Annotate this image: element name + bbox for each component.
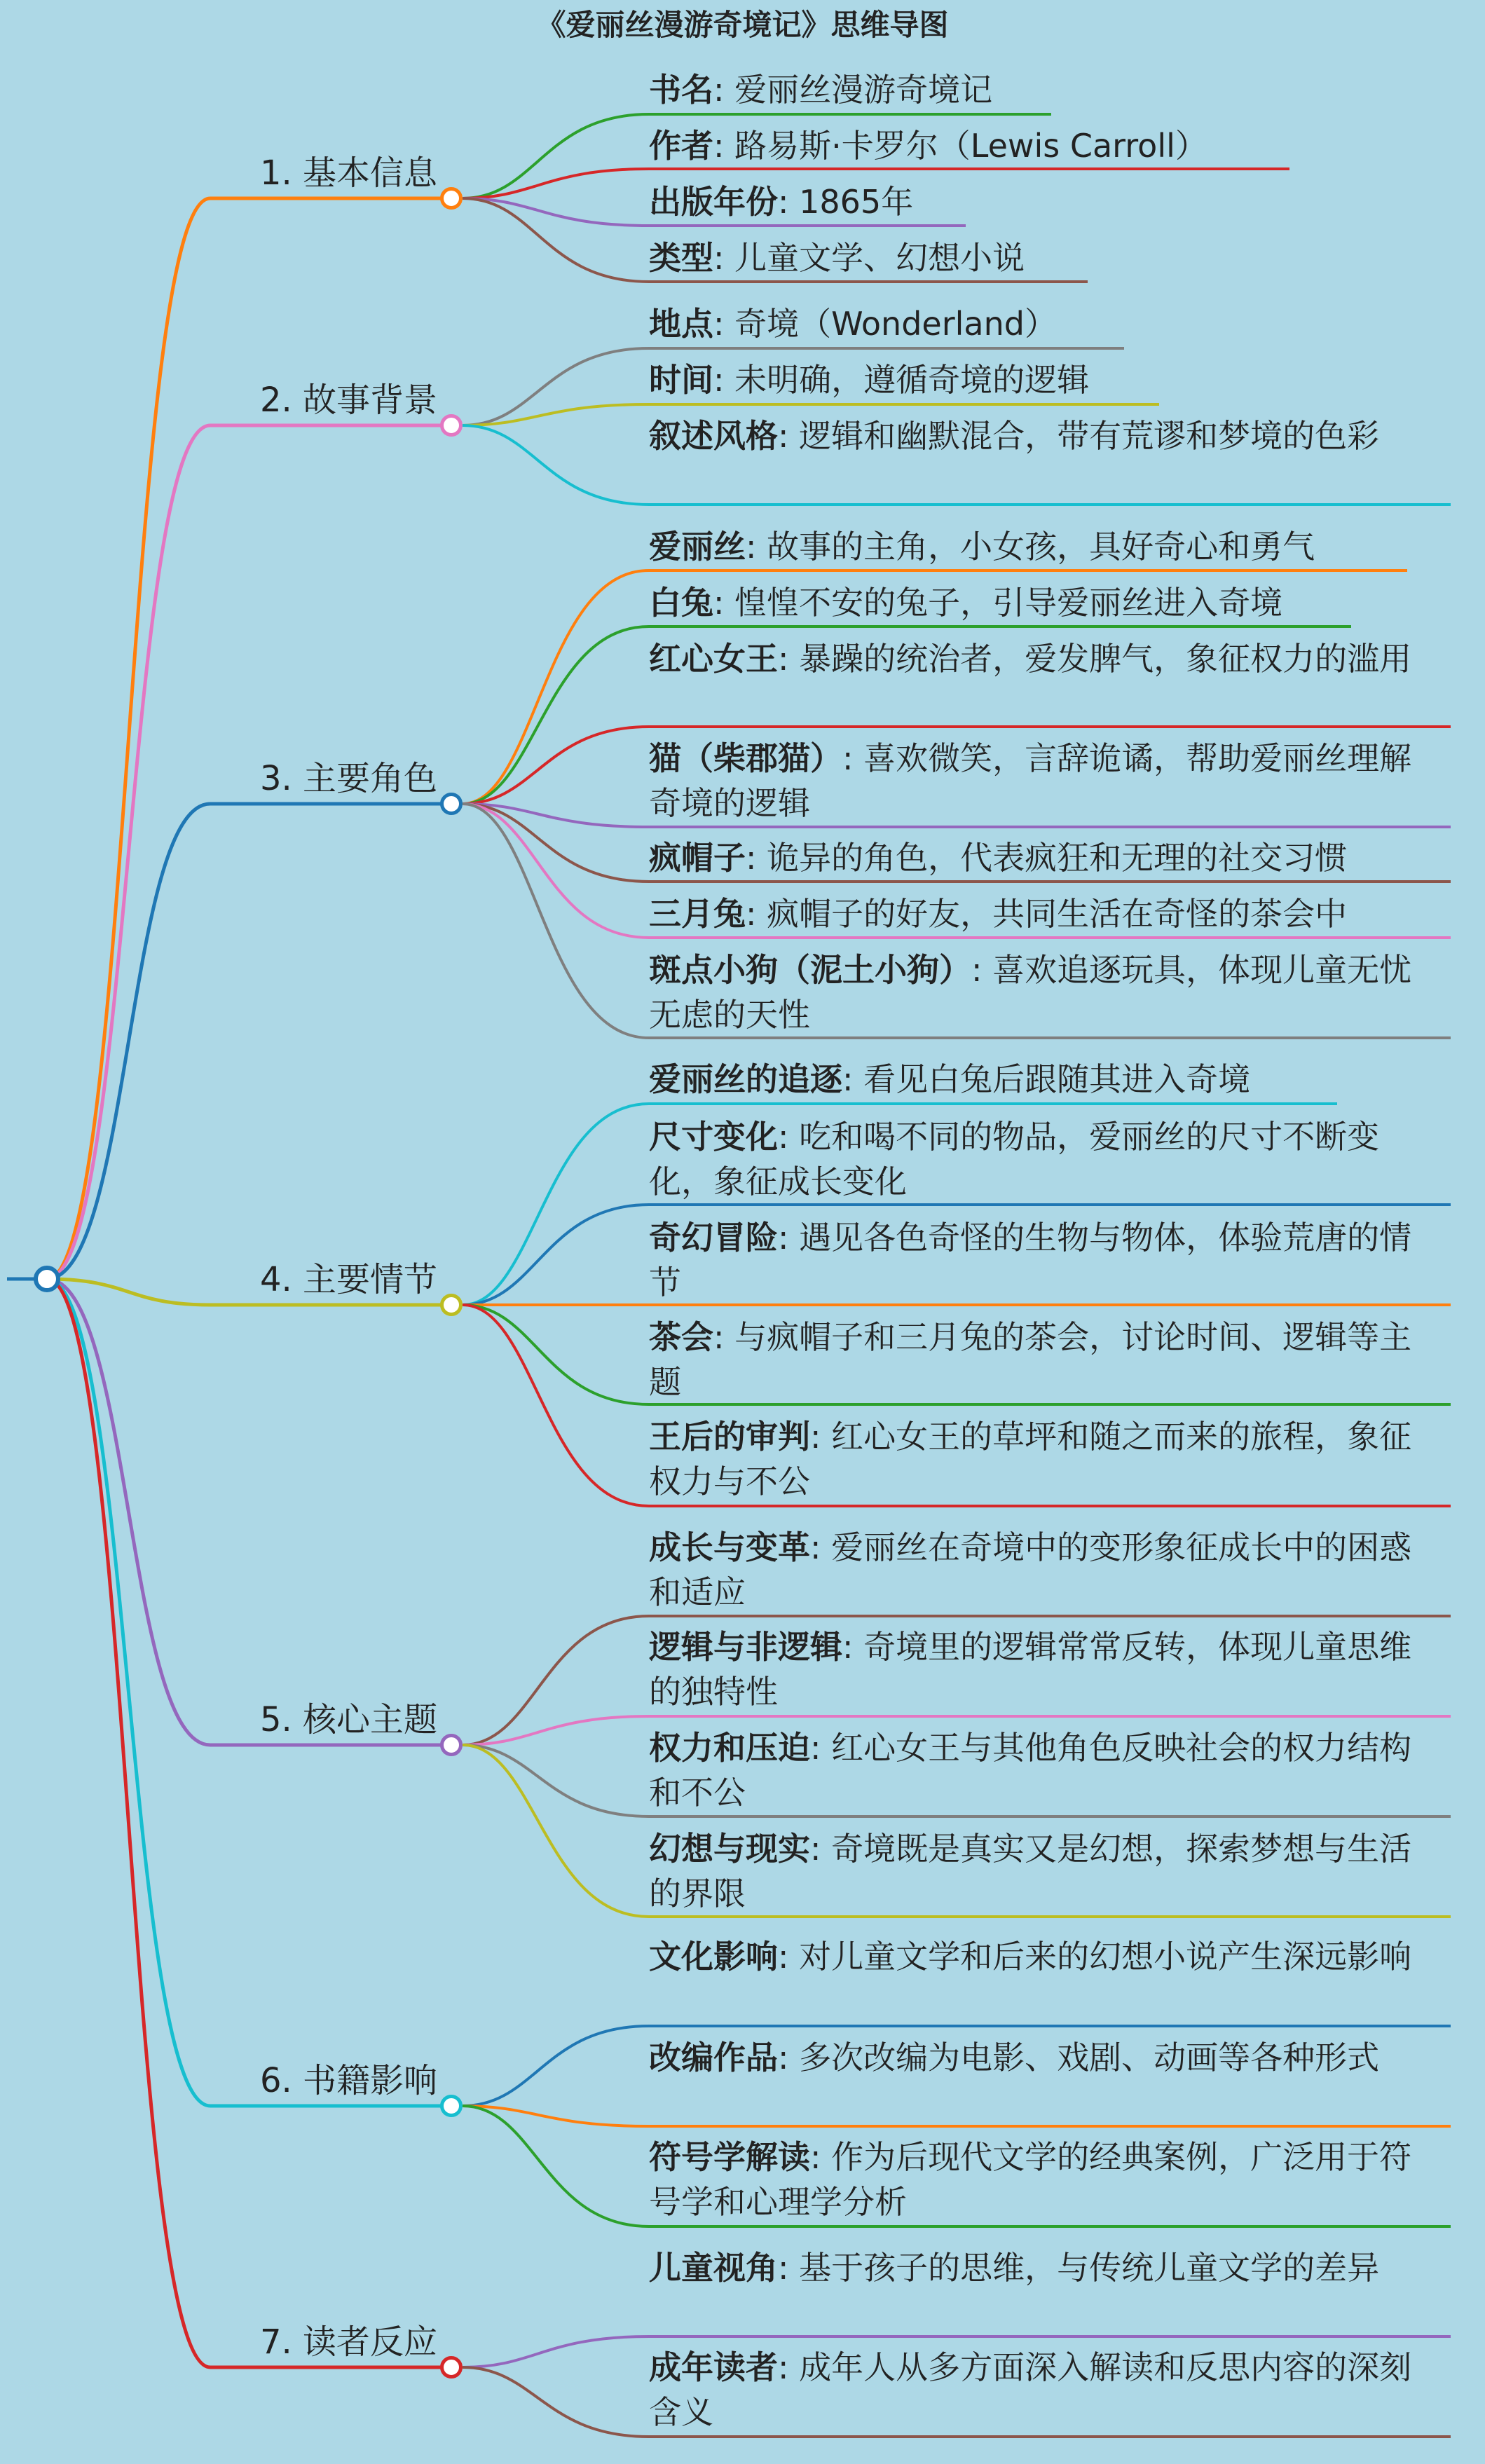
leaf-separator: : (713, 239, 735, 277)
leaf-separator: : (713, 361, 735, 399)
leaf-separator: : (778, 183, 800, 221)
leaf-text: 成年人从多方面深入解读和反思内容的深刻含义 (649, 2348, 1412, 2431)
leaf-key: 儿童视角 (649, 2249, 778, 2287)
branch-label-4[interactable]: 4. 主要情节 (259, 1260, 437, 1299)
leaf-separator: : (778, 640, 800, 678)
branch-line-5 (47, 1279, 451, 1745)
branch-label-2[interactable]: 2. 故事背景 (259, 381, 437, 420)
leaf-1-2[interactable] (649, 123, 1420, 168)
leaf-separator: : (746, 528, 767, 566)
leaf-7-2[interactable] (649, 2345, 1420, 2435)
leaf-key: 白兔 (649, 584, 713, 622)
leaf-text: 作为后现代文学的经典案例，广泛用于符号学和心理学分析 (649, 2138, 1412, 2221)
leaf-3-5[interactable] (649, 835, 1420, 880)
branch-label-3[interactable]: 3. 主要角色 (259, 759, 437, 798)
leaf-text: 与疯帽子和三月兔的茶会，讨论时间、逻辑等主题 (649, 1318, 1412, 1401)
leaf-text: 路易斯·卡罗尔（Lewis Carroll） (734, 127, 1207, 165)
leaf-5-2[interactable] (649, 1624, 1420, 1714)
leaf-text: 奇境（Wonderland） (734, 305, 1057, 343)
leaf-text: 故事的主角，小女孩，具好奇心和勇气 (767, 528, 1315, 566)
leaf-separator: : (778, 1938, 800, 1976)
leaf-text: 基于孩子的思维，与传统儿童文学的差异 (799, 2249, 1380, 2287)
leaf-5-4[interactable] (649, 1826, 1420, 1916)
leaf-text: 遇见各色奇怪的生物与物体，体验荒唐的情节 (649, 1219, 1412, 1301)
branch-label-1[interactable]: 1. 基本信息 (259, 153, 437, 193)
leaf-separator: : (746, 839, 767, 877)
leaf-key: 斑点小狗（泥土小狗） (649, 951, 971, 989)
branch-node-3[interactable] (440, 793, 463, 815)
leaf-6-3[interactable] (649, 2135, 1420, 2224)
branch-line-7 (47, 1279, 451, 2367)
leaf-key: 符号学解读 (649, 2138, 810, 2176)
leaf-key: 书名 (649, 71, 713, 109)
leaf-text: 红心女王的草坪和随之而来的旅程，象征权力与不公 (649, 1418, 1412, 1500)
leaf-key: 红心女王 (649, 640, 778, 678)
leaf-separator: : (713, 584, 735, 622)
leaf-key: 幻想与现实 (649, 1830, 810, 1868)
leaf-text: 奇境里的逻辑常常反转，体现儿童思维的独特性 (649, 1628, 1412, 1711)
leaf-4-1[interactable] (649, 1057, 1420, 1102)
leaf-separator: : (778, 2039, 800, 2076)
leaf-separator: : (713, 127, 735, 165)
leaf-line-6-2 (463, 2106, 1451, 2126)
leaf-text: 对儿童文学和后来的幻想小说产生深远影响 (799, 1938, 1412, 1976)
leaf-text: 吃和喝不同的物品，爱丽丝的尺寸不断变化，象征成长变化 (649, 1118, 1380, 1200)
leaf-separator: : (842, 739, 864, 777)
leaf-text: 红心女王与其他角色反映社会的权力结构和不公 (649, 1729, 1412, 1812)
leaf-separator: : (810, 2138, 832, 2176)
branch-node-2[interactable] (440, 414, 463, 437)
leaf-2-2[interactable] (649, 357, 1420, 402)
leaf-6-2[interactable] (649, 2035, 1420, 2080)
leaf-key: 奇幻冒险 (649, 1219, 778, 1257)
leaf-separator: : (842, 1060, 864, 1098)
leaf-key: 文化影响 (649, 1938, 778, 1976)
leaf-7-1[interactable] (649, 2245, 1420, 2290)
leaf-separator: : (810, 1830, 832, 1868)
leaf-key: 地点 (649, 305, 713, 343)
leaf-separator: : (842, 1628, 864, 1666)
branch-node-4[interactable] (440, 1294, 463, 1316)
leaf-separator: : (713, 71, 735, 109)
branch-node-6[interactable] (440, 2095, 463, 2117)
leaf-2-1[interactable] (649, 301, 1420, 346)
leaf-text: 暴躁的统治者，爱发脾气，象征权力的滥用 (799, 640, 1412, 678)
leaf-text: 奇境既是真实又是幻想，探索梦想与生活的界限 (649, 1830, 1412, 1912)
leaf-key: 茶会 (649, 1318, 713, 1356)
leaf-text: 疯帽子的好友，共同生活在奇怪的茶会中 (767, 895, 1348, 933)
leaf-key: 爱丽丝的追逐 (649, 1060, 842, 1098)
leaf-text: 多次改编为电影、戏剧、动画等各种形式 (799, 2039, 1380, 2076)
leaf-text: 1865年 (799, 183, 914, 221)
leaf-4-5[interactable] (649, 1414, 1420, 1504)
leaf-separator: : (971, 951, 993, 989)
branch-node-5[interactable] (440, 1734, 463, 1756)
leaf-key: 改编作品 (649, 2039, 778, 2076)
leaf-1-3[interactable] (649, 179, 1420, 224)
leaf-key: 时间 (649, 361, 713, 399)
leaf-key: 疯帽子 (649, 839, 746, 877)
leaf-key: 类型 (649, 239, 713, 277)
leaf-text: 爱丽丝在奇境中的变形象征成长中的困惑和适应 (649, 1528, 1412, 1611)
leaf-key: 权力和压迫 (649, 1729, 810, 1767)
leaf-key: 出版年份 (649, 183, 778, 221)
leaf-text: 儿童文学、幻想小说 (734, 239, 1025, 277)
root-node[interactable] (34, 1266, 60, 1292)
leaf-text: 逻辑和幽默混合，带有荒谬和梦境的色彩 (799, 417, 1380, 455)
page-title: 《爱丽丝漫游奇境记》思维导图 (536, 8, 949, 42)
branch-label-7[interactable]: 7. 读者反应 (259, 2322, 437, 2362)
leaf-3-4[interactable] (649, 736, 1420, 826)
leaf-key: 爱丽丝 (649, 528, 746, 566)
leaf-5-3[interactable] (649, 1725, 1420, 1815)
leaf-key: 叙述风格 (649, 417, 778, 455)
leaf-3-1[interactable] (649, 524, 1420, 569)
leaf-2-3[interactable] (649, 413, 1420, 458)
leaf-text: 喜欢追逐玩具，体现儿童无忧无虑的天性 (649, 951, 1412, 1034)
leaf-text: 看见白兔后跟随其进入奇境 (863, 1060, 1251, 1098)
branch-node-7[interactable] (440, 2356, 463, 2379)
leaf-text: 喜欢微笑，言辞诡谲，帮助爱丽丝理解奇境的逻辑 (649, 739, 1412, 822)
branch-label-6[interactable]: 6. 书籍影响 (259, 2061, 437, 2100)
leaf-3-2[interactable] (649, 580, 1420, 625)
leaf-text: 未明确，遵循奇境的逻辑 (734, 361, 1090, 399)
leaf-4-3[interactable] (649, 1215, 1420, 1305)
leaf-6-1[interactable] (649, 1934, 1420, 1979)
leaf-key: 三月兔 (649, 895, 746, 933)
branch-node-1[interactable] (440, 187, 463, 210)
leaf-3-7[interactable] (649, 947, 1420, 1037)
leaf-separator: : (778, 1219, 800, 1257)
leaf-key: 猫（柴郡猫） (649, 739, 842, 777)
leaf-key: 成年读者 (649, 2348, 778, 2386)
leaf-separator: : (713, 305, 735, 343)
leaf-1-1[interactable] (649, 67, 1420, 112)
leaf-text: 诡异的角色，代表疯狂和无理的社交习惯 (767, 839, 1348, 877)
leaf-text: 爱丽丝漫游奇境记 (734, 71, 993, 109)
leaf-key: 尺寸变化 (649, 1118, 778, 1156)
leaf-separator: : (778, 2348, 800, 2386)
branch-line-3 (47, 804, 451, 1279)
leaf-separator: : (810, 1729, 832, 1767)
leaf-separator: : (810, 1528, 832, 1566)
leaf-3-6[interactable] (649, 891, 1420, 936)
leaf-separator: : (713, 1318, 735, 1356)
leaf-key: 成长与变革 (649, 1528, 810, 1566)
leaf-4-2[interactable] (649, 1114, 1420, 1204)
leaf-separator: : (810, 1418, 832, 1456)
leaf-1-4[interactable] (649, 235, 1420, 280)
leaf-key: 王后的审判 (649, 1418, 810, 1456)
leaf-5-1[interactable] (649, 1525, 1420, 1615)
leaf-4-4[interactable] (649, 1315, 1420, 1404)
leaf-separator: : (778, 2249, 800, 2287)
leaf-separator: : (778, 417, 800, 455)
branch-line-1 (47, 198, 451, 1279)
branch-label-5[interactable]: 5. 核心主题 (259, 1700, 437, 1739)
leaf-separator: : (778, 1118, 800, 1156)
leaf-key: 逻辑与非逻辑 (649, 1628, 842, 1666)
leaf-key: 作者 (649, 127, 713, 165)
leaf-3-3[interactable] (649, 636, 1420, 681)
leaf-text: 惶惶不安的兔子，引导爱丽丝进入奇境 (734, 584, 1283, 622)
leaf-separator: : (746, 895, 767, 933)
